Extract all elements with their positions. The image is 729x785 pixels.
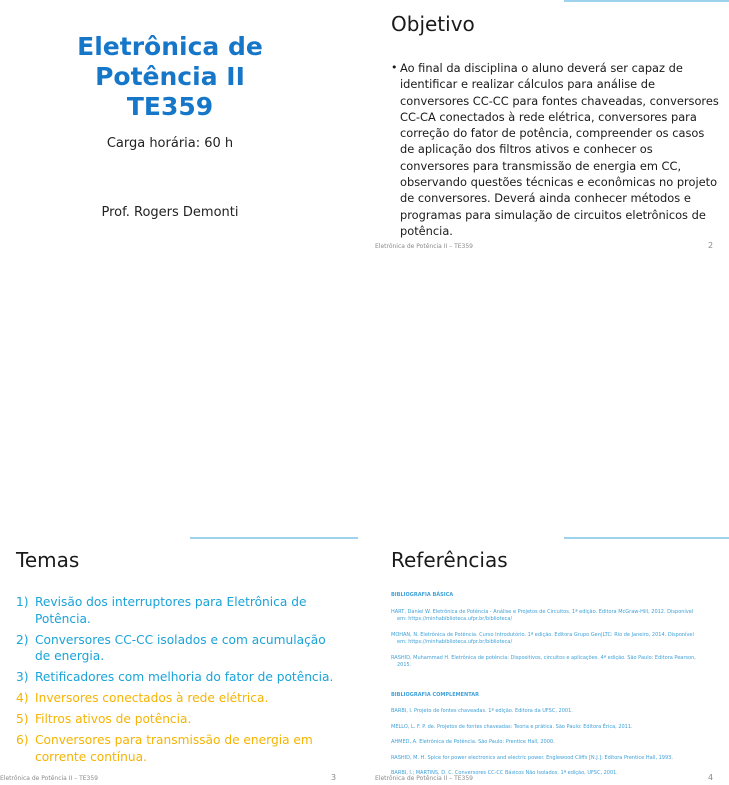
slide-heading: Referências (391, 548, 508, 572)
topic-text: Conversores CC-CC isolados e com acumulação de energia. (35, 632, 326, 663)
topic-number: 4) (16, 691, 29, 705)
reference-item: RASHID, M. H. Spice for power electronics and electric power. Englewood Cliffs [N.J.]: Editora Prentice Hall, 1993. (391, 754, 673, 761)
slide-topics (0, 530, 358, 785)
course-title-line: Potência II (95, 62, 245, 91)
topic-text: Retificadores com melhoria do fator de potência. (35, 670, 334, 684)
topic-text: Conversores para transmissão de energia em corrente contínua. (35, 733, 313, 764)
accent-line (190, 537, 358, 539)
list-item (16, 732, 336, 765)
reference-item: MOHAN, N. Eletrônica de Potência. Curso Introdutório. 1ª edição. Editora Grupo Gen|LTC: Rio de Janeiro, 2014. Disponível em: https://minhabiblioteca.ufpr.br/biblioteca/ (391, 631, 694, 645)
objective-bullet (391, 60, 721, 239)
course-hours: Carga horária: 60 h (106, 136, 234, 151)
slide-number: 3 (331, 773, 337, 782)
slide-footer: Eletrônica de Potência II – TE359 (375, 243, 474, 250)
topic-text: Revisão dos interruptores para Eletrônica de Potência. (35, 595, 307, 626)
reference-item: RASHID, Muhammad H. Eletrônica de potência: Dispositivos, circuitos e aplicações. 4ª edição. São Paulo: Editora Pearson, 2015. (391, 654, 696, 668)
course-title (0, 32, 340, 122)
course-title-line: Eletrônica de (77, 32, 263, 61)
bullet-icon: • (391, 61, 398, 74)
list-item (16, 669, 336, 686)
slide-number: 4 (708, 773, 714, 782)
complementary-bibliography-heading: BIBLIOGRAFIA COMPLEMENTAR (391, 691, 479, 698)
slide-heading: Objetivo (391, 12, 475, 36)
topic-number: 6) (16, 733, 29, 747)
spacer (391, 678, 701, 692)
list-item (16, 632, 336, 665)
references-list (391, 592, 701, 785)
slide-number: 2 (708, 241, 714, 250)
topic-number: 2) (16, 632, 29, 647)
topics-list (16, 594, 336, 770)
list-item (16, 711, 336, 728)
topic-number: 3) (16, 670, 29, 684)
slide-title (0, 0, 358, 260)
professor-name: Prof. Rogers Demonti (101, 205, 239, 220)
list-item (16, 690, 336, 707)
slide-heading: Temas (16, 548, 80, 572)
topic-text: Inversores conectados à rede elétrica. (35, 691, 269, 705)
reference-item: HART, Daniel W. Eletrônica de Potência - Análise e Projetos de Circuitos. 1ª edição. Editora McGraw-Hill, 2012. Disponível em: https://minhabiblioteca.ufpr.br/biblioteca/ (391, 608, 694, 622)
reference-item: BARBI, I.; MARTINS, D. C. Conversores CC-CC Básicos Não Isolados. 1ª edição, UFSC, 2001. (391, 770, 618, 776)
topic-number: 1) (16, 595, 29, 609)
slide-footer: Eletrônica de Potência II – TE359 (375, 775, 474, 782)
topic-text: Filtros ativos de potência. (35, 712, 192, 726)
basic-bibliography-heading: BIBLIOGRAFIA BÁSICA (391, 592, 454, 598)
objective-text: Ao final da disciplina o aluno deverá ser capaz de identificar e realizar cálculos para análise de conversores CC-CC para fontes chaveadas, conversores CC-CA conectados à rede elétrica, conversores para correção do fator de potência, compreender os casos de aplicação dos filtros ativos e conhecer os conversores para transmissão de energia em CC, observando questões técnicas e econômicas no projeto de conversores. Deverá ainda conhecer métodos e programas para simulação de circuitos eletrônicos de potência. (400, 61, 719, 238)
reference-item: AHMED, A. Eletrônica de Potência. São Paulo: Prentice Hall, 2000. (391, 739, 555, 745)
accent-line (564, 0, 729, 2)
accent-line (564, 537, 729, 539)
reference-item: BARBI, I. Projeto de fontes chaveadas. 1ª edição. Editora da UFSC, 2001. (391, 708, 573, 714)
topic-number: 5) (16, 712, 29, 726)
slide-references (372, 530, 729, 785)
slide-footer: Eletrônica de Potência II – TE359 (0, 775, 99, 782)
slide-objective (372, 0, 729, 260)
list-item (16, 594, 336, 627)
course-title-line: TE359 (126, 92, 214, 121)
reference-item: MELLO, L. F. P. de. Projetos de fontes chaveadas: Teoria e prática. São Paulo: Editora Érica, 2011. (391, 723, 633, 730)
